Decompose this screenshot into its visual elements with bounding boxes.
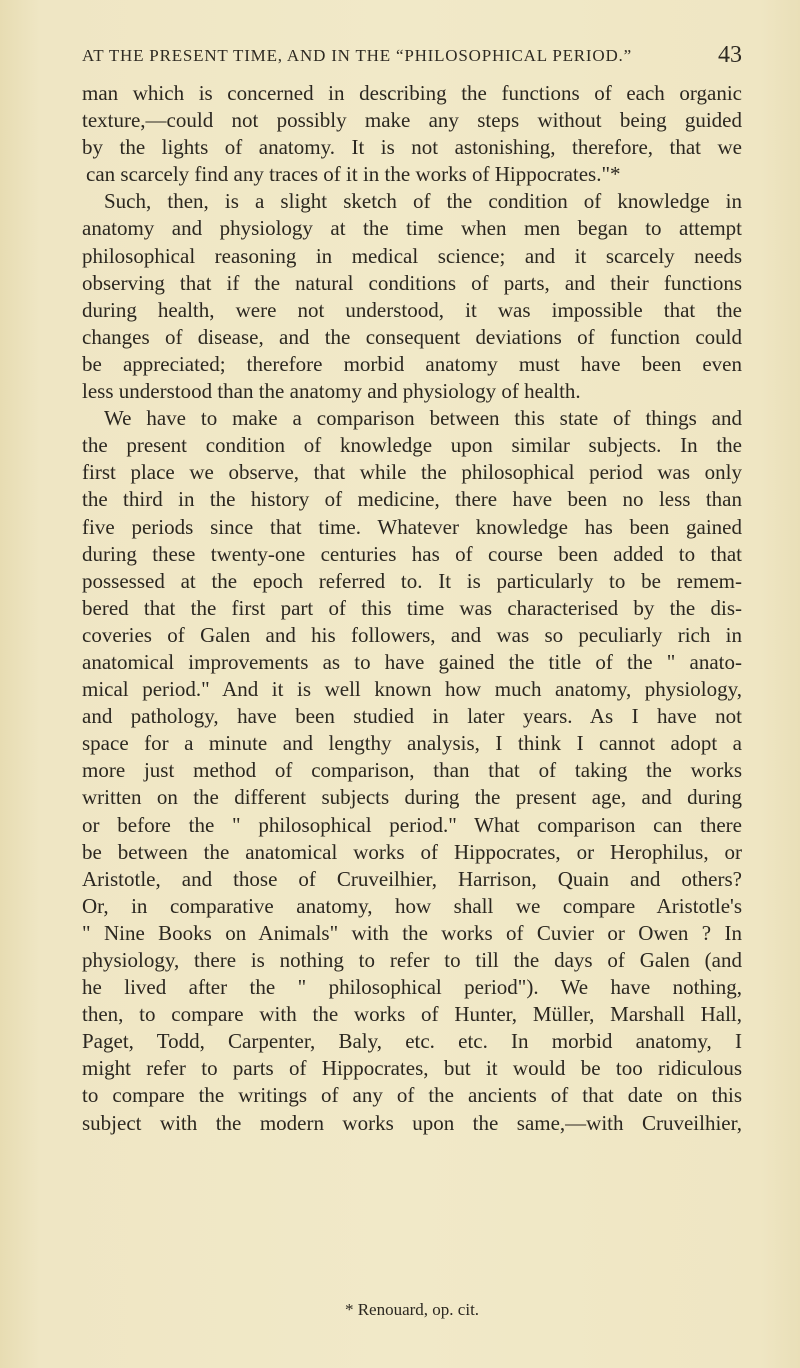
text-line: five periods since that time. Whatever knowledge has been gained <box>82 514 742 539</box>
paragraph-start-line: Such, then, is a slight sketch of the condition of knowledge in <box>104 189 742 214</box>
text-line: mical period." And it is well known how much anatomy, physiology, <box>82 677 742 702</box>
text-line: more just method of comparison, than that of taking the works <box>82 758 742 783</box>
text-line: the third in the history of medicine, there have been no less than <box>82 487 742 512</box>
text-line: possessed at the epoch referred to. It is particularly to be remem- <box>82 568 742 593</box>
text-line: be between the anatomical works of Hippocrates, or Herophilus, or <box>82 839 742 864</box>
text-line: Or, in comparative anatomy, how shall we compare Aristotle's <box>82 893 742 918</box>
paragraph-start-line: We have to make a comparison between this state of things and <box>104 406 742 431</box>
body-text <box>82 80 742 1137</box>
page-number: 43 <box>718 42 742 68</box>
text-line: can scarcely find any traces of it in the works of Hippocrates."* <box>86 162 621 187</box>
footnote: * Renouard, op. cit. <box>344 1300 480 1319</box>
text-line: bered that the first part of this time was characterised by the dis- <box>82 595 742 620</box>
text-line: might refer to parts of Hippocrates, but it would be too ridiculous <box>82 1056 742 1081</box>
text-line: written on the different subjects during the present age, and during <box>82 785 742 810</box>
running-title: AT THE PRESENT TIME, AND IN THE “PHILOSOPHICAL PERIOD.” <box>82 46 632 65</box>
text-line: anatomy and physiology at the time when men began to attempt <box>82 216 742 241</box>
text-line: Aristotle, and those of Cruveilhier, Harrison, Quain and others? <box>82 866 742 891</box>
text-line: during health, were not understood, it was impossible that the <box>82 297 742 322</box>
running-head <box>82 44 742 70</box>
text-line: less understood than the anatomy and physiology of health. <box>82 379 581 404</box>
text-line: anatomical improvements as to have gained the title of the " anato- <box>82 649 742 674</box>
text-line: changes of disease, and the consequent deviations of function could <box>82 324 742 349</box>
text-line: man which is concerned in describing the functions of each organic <box>82 81 742 105</box>
text-line: philosophical reasoning in medical science; and it scarcely needs <box>82 243 742 268</box>
text-line: be appreciated; therefore morbid anatomy must have been even <box>82 351 742 376</box>
text-line: he lived after the " philosophical period"). We have nothing, <box>82 975 742 1000</box>
text-line: first place we observe, that while the philosophical period was only <box>82 460 742 485</box>
text-line: space for a minute and lengthy analysis, I think I cannot adopt a <box>82 731 742 756</box>
text-line: by the lights of anatomy. It is not astonishing, therefore, that we <box>82 135 742 160</box>
text-line: coveries of Galen and his followers, and was so peculiarly rich in <box>82 622 742 647</box>
text-line: Paget, Todd, Carpenter, Baly, etc. etc. In morbid anatomy, I <box>82 1029 742 1054</box>
text-line: then, to compare with the works of Hunter, Müller, Marshall Hall, <box>82 1002 742 1027</box>
text-line: and pathology, have been studied in later years. As I have not <box>82 704 742 729</box>
text-line: observing that if the natural conditions of parts, and their functions <box>82 270 742 295</box>
text-line: " Nine Books on Animals" with the works of Cuvier or Owen ? In <box>82 920 742 945</box>
text-line: texture,—could not possibly make any steps without being guided <box>82 108 742 133</box>
text-line: or before the " philosophical period." What comparison can there <box>82 812 742 837</box>
text-line: subject with the modern works upon the same,—with Cruveilhier, <box>82 1110 742 1135</box>
text-line: physiology, there is nothing to refer to till the days of Galen (and <box>82 948 742 972</box>
text-line: during these twenty-one centuries has of course been added to that <box>82 541 742 566</box>
text-line: to compare the writings of any of the ancients of that date on this <box>82 1083 742 1108</box>
text-line: the present condition of knowledge upon similar subjects. In the <box>82 433 742 458</box>
